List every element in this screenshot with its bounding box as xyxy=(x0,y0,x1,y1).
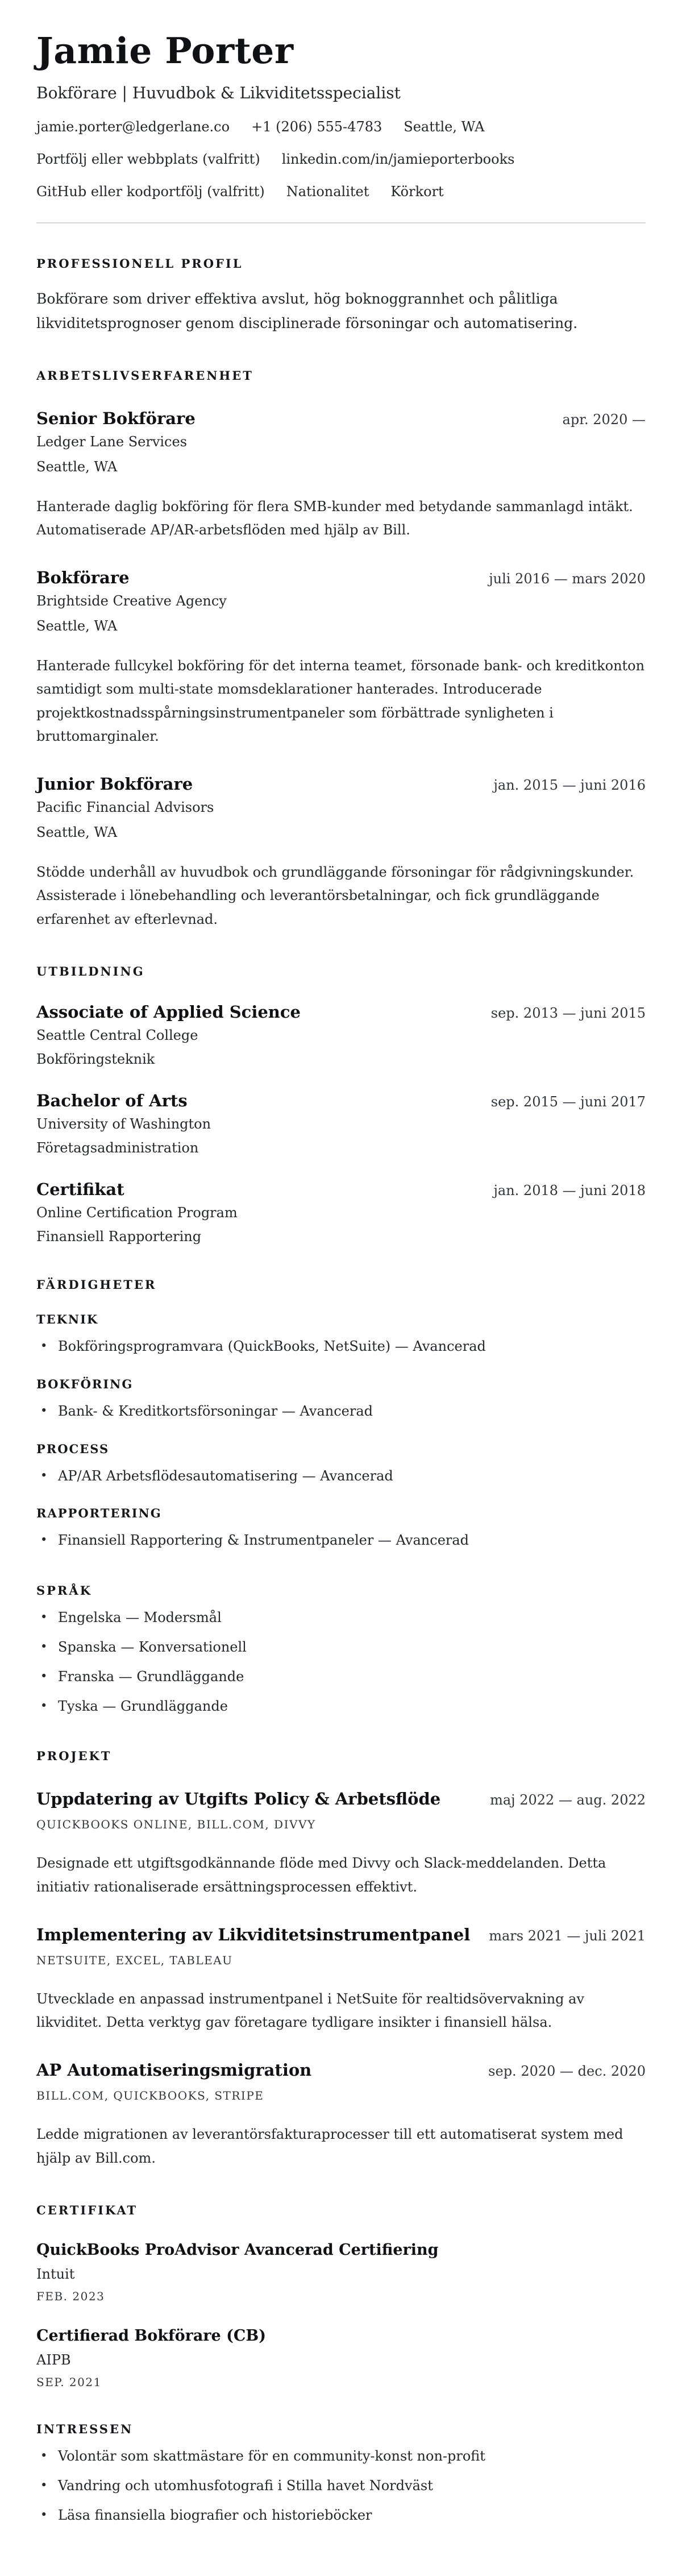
interest-list xyxy=(36,2446,646,2525)
job-company: Brightside Creative Agency xyxy=(36,593,227,609)
education-school: Seattle Central College xyxy=(36,1027,198,1043)
education-degree: Certifikat xyxy=(36,1179,124,1199)
job-location: Seattle, WA xyxy=(36,618,118,634)
education-school: Online Certification Program xyxy=(36,1204,238,1221)
job-description: Stödde underhåll av huvudbok och grundläggande försoningar för rådgivningskunder. Assisterade i lönebehandling och leverantörsbetalningar, och fick grundläggande erfarenhet av efterlevnad. xyxy=(36,864,634,927)
contact-github-label: GitHub eller kodportfölj (valfritt) xyxy=(36,183,265,200)
contact-location: Seattle, WA xyxy=(404,118,485,135)
project-title: AP Automatiseringsmigration xyxy=(36,2060,312,2080)
section-skills xyxy=(36,1277,646,1550)
skill-item: • Finansiell Rapportering & Instrumentpaneler — Avancerad xyxy=(36,1530,646,1550)
education-field: Finansiell Rapportering xyxy=(36,1228,202,1245)
project-description: Designade ett utgiftsgodkännande flöde med Divvy och Slack-meddelanden. Detta initiativ rationaliserade ersättningsprocessen effektivt. xyxy=(36,1855,606,1895)
project-title: Uppdatering av Utgifts Policy & Arbetsflöde xyxy=(36,1789,441,1809)
interests-heading: INTRESSEN xyxy=(36,2421,134,2436)
project-tools: BILL.COM, QUICKBOOKS, STRIPE xyxy=(36,2089,264,2103)
education-dates: jan. 2018 — juni 2018 xyxy=(493,1182,646,1198)
education-field: Företagsadministration xyxy=(36,1139,199,1156)
job-description: Hanterade daglig bokföring för flera SMB-kunder med betydande sammanlagd intäkt. Automatiserade AP/AR-arbetsflöden med hjälp av Bill. xyxy=(36,498,633,538)
person-title: Bokförare | Huvudbok & Likviditetsspecialist xyxy=(36,83,401,102)
languages-heading: SPRÅK xyxy=(36,1583,92,1598)
section-education xyxy=(36,964,646,1245)
skill-list xyxy=(36,1466,646,1486)
education-entry-head xyxy=(36,1180,646,1199)
job-entry-head xyxy=(36,774,646,794)
project-description: Ledde migrationen av leverantörsfakturaprocesser till ett automatiserat system med hjälp av Bill.com. xyxy=(36,2126,623,2166)
section-interests xyxy=(36,2422,646,2525)
section-projects xyxy=(36,1749,646,2170)
skill-list xyxy=(36,1337,646,1357)
skill-group-name: BOKFÖRING xyxy=(36,1376,134,1391)
certificate-date: SEP. 2021 xyxy=(36,2375,102,2389)
education-heading: UTBILDNING xyxy=(36,964,145,978)
job-dates: apr. 2020 — xyxy=(562,411,646,428)
contact-row-primary xyxy=(36,119,646,135)
certificate-entry xyxy=(36,2241,646,2303)
education-entry xyxy=(36,1091,646,1156)
contact-nationality-label: Nationalitet xyxy=(286,183,369,200)
education-dates: sep. 2013 — juni 2015 xyxy=(490,1005,646,1021)
header-divider xyxy=(36,222,646,223)
job-entry xyxy=(36,409,646,542)
profile-heading: PROFESSIONELL PROFIL xyxy=(36,256,243,271)
job-entry-head xyxy=(36,568,646,587)
resume-header xyxy=(36,31,646,223)
job-company: Pacific Financial Advisors xyxy=(36,799,214,816)
project-entry xyxy=(36,1789,646,1899)
education-dates: sep. 2015 — juni 2017 xyxy=(490,1093,646,1110)
project-entry-head xyxy=(36,1925,646,1944)
project-entry xyxy=(36,1925,646,2035)
certificate-issuer: AIPB xyxy=(36,2351,71,2368)
person-name: Jamie Porter xyxy=(36,30,294,72)
education-degree: Associate of Applied Science xyxy=(36,1002,301,1022)
contact-row-misc xyxy=(36,184,646,200)
language-item: • Spanska — Konversationell xyxy=(36,1637,646,1657)
education-entry-head xyxy=(36,1002,646,1022)
contact-portfolio-label: Portfölj eller webbplats (valfritt) xyxy=(36,151,260,167)
skill-item: • Bank- & Kreditkortsförsoningar — Avancerad xyxy=(36,1401,646,1421)
section-experience xyxy=(36,368,646,931)
skills-heading: FÄRDIGHETER xyxy=(36,1277,157,1292)
skill-group-name: RAPPORTERING xyxy=(36,1506,162,1521)
project-dates: sep. 2020 — dec. 2020 xyxy=(488,2063,646,2080)
project-entry xyxy=(36,2060,646,2170)
certificate-date: FEB. 2023 xyxy=(36,2289,105,2303)
contact-phone: +1 (206) 555-4783 xyxy=(251,118,382,135)
section-certificates xyxy=(36,2203,646,2389)
project-entry-head xyxy=(36,1789,646,1808)
certificates-heading: CERTIFIKAT xyxy=(36,2202,138,2217)
project-tools: QUICKBOOKS ONLINE, BILL.COM, DIVVY xyxy=(36,1818,316,1832)
job-entry-head xyxy=(36,409,646,428)
education-field: Bokföringsteknik xyxy=(36,1051,155,1067)
experience-heading: ARBETSLIVSERFARENHET xyxy=(36,368,253,383)
interest-item: • Vandring och utomhusfotografi i Stilla havet Nordväst xyxy=(36,2476,646,2496)
project-title: Implementering av Likviditetsinstrumentpanel xyxy=(36,1924,471,1944)
job-title: Bokförare xyxy=(36,568,130,588)
skill-list xyxy=(36,1401,646,1421)
project-description: Utvecklade en anpassad instrumentpanel i NetSuite för realtidsövervakning av likviditet. Detta verktyg gav företagare tydligare insikter i finansiell hälsa. xyxy=(36,1990,585,2031)
skill-list xyxy=(36,1530,646,1550)
skill-item: • Bokföringsprogramvara (QuickBooks, NetSuite) — Avancerad xyxy=(36,1337,646,1357)
job-dates: juli 2016 — mars 2020 xyxy=(489,571,646,587)
project-dates: mars 2021 — juli 2021 xyxy=(489,1927,646,1944)
certificate-issuer: Intuit xyxy=(36,2266,75,2282)
job-company: Ledger Lane Services xyxy=(36,433,188,450)
contact-email: jamie.porter@ledgerlane.co xyxy=(36,118,230,135)
interest-item: • Läsa finansiella biografier och historieböcker xyxy=(36,2506,646,2525)
project-dates: maj 2022 — aug. 2022 xyxy=(490,1792,646,1808)
job-title: Junior Bokförare xyxy=(36,774,193,794)
skill-item: • AP/AR Arbetsflödesautomatisering — Avancerad xyxy=(36,1466,646,1486)
job-title: Senior Bokförare xyxy=(36,408,196,428)
job-entry xyxy=(36,774,646,931)
certificate-title: Certifierad Bokförare (CB) xyxy=(36,2326,266,2345)
language-item: • Engelska — Modersmål xyxy=(36,1608,646,1628)
job-location: Seattle, WA xyxy=(36,458,118,475)
contact-drivers-license-label: Körkort xyxy=(390,183,444,200)
certificate-title: QuickBooks ProAdvisor Avancerad Certifiering xyxy=(36,2241,439,2259)
education-entry xyxy=(36,1002,646,1067)
profile-text: Bokförare som driver effektiva avslut, hög boknoggrannhet och pålitliga likviditetsprognoser genom disciplinerade försoningar och automatisering. xyxy=(36,290,578,331)
project-entry-head xyxy=(36,2060,646,2080)
education-school: University of Washington xyxy=(36,1115,211,1132)
education-entry-head xyxy=(36,1091,646,1110)
education-degree: Bachelor of Arts xyxy=(36,1090,188,1110)
job-description: Hanterade fullcykel bokföring för det interna teamet, försonade bank- och kreditkonton samtidigt som multi-state momsdeklarationer hanterades. Introducerade projektkostnadsspårningsinstrumentpaneler som förbättrade synligheten i bruttomarginaler. xyxy=(36,658,645,744)
job-dates: jan. 2015 — juni 2016 xyxy=(493,777,646,794)
job-location: Seattle, WA xyxy=(36,824,118,841)
section-profile xyxy=(36,256,646,335)
contact-row-web xyxy=(36,151,646,167)
contact-linkedin: linkedin.com/in/jamieporterbooks xyxy=(281,151,515,167)
job-entry xyxy=(36,568,646,748)
language-item: • Franska — Grundläggande xyxy=(36,1667,646,1687)
project-tools: NETSUITE, EXCEL, TABLEAU xyxy=(36,1953,233,1967)
skill-group-name: PROCESS xyxy=(36,1441,110,1456)
certificate-entry xyxy=(36,2327,646,2389)
interest-item: • Volontär som skattmästare för en community-konst non-profit xyxy=(36,2446,646,2466)
language-list xyxy=(36,1608,646,1716)
language-item: • Tyska — Grundläggande xyxy=(36,1696,646,1716)
education-entry xyxy=(36,1180,646,1245)
skill-group-name: TEKNIK xyxy=(36,1312,99,1326)
projects-heading: PROJEKT xyxy=(36,1749,112,1764)
section-languages xyxy=(36,1583,646,1716)
